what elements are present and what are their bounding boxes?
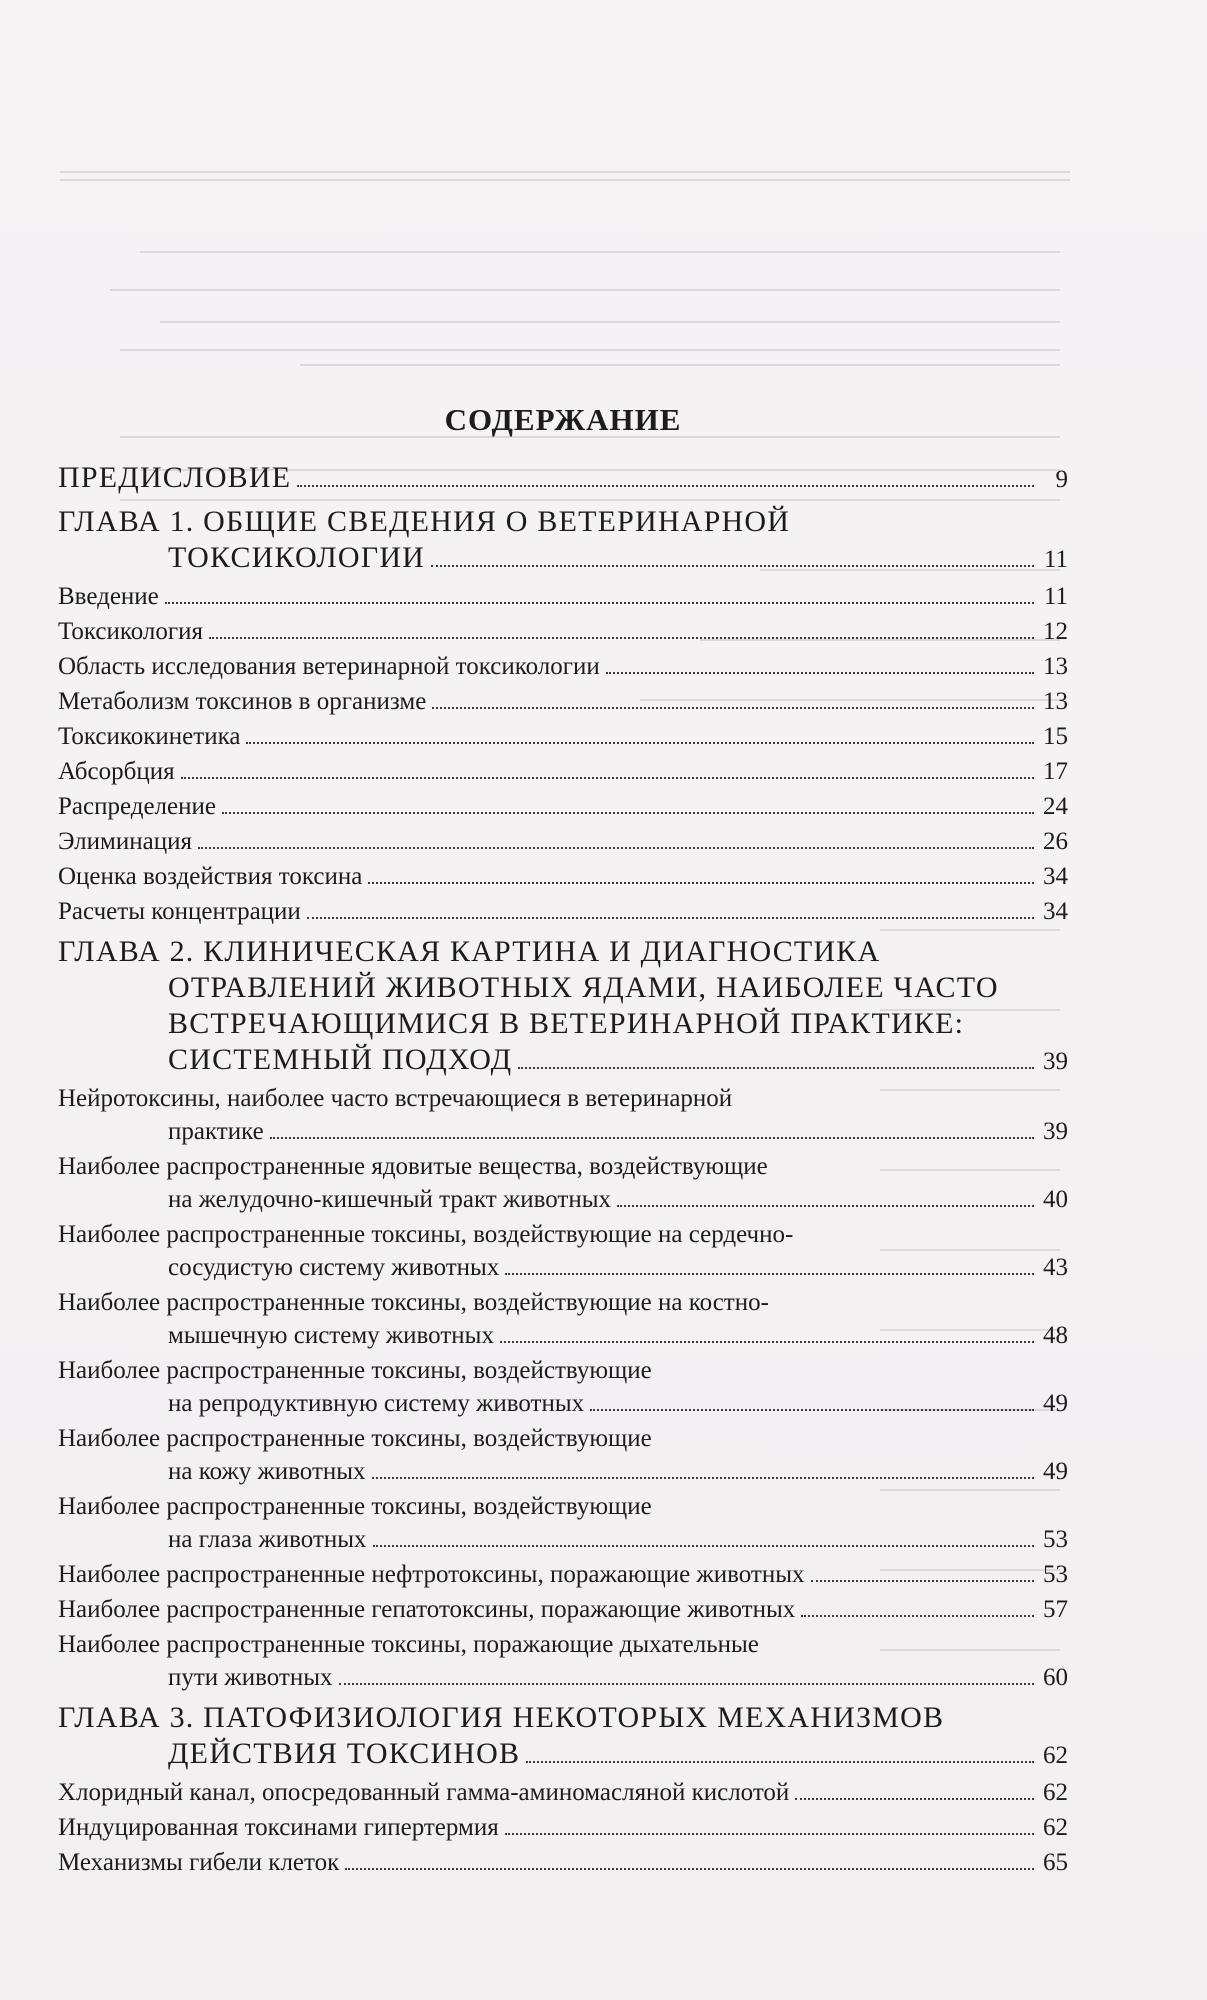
dot-leader (432, 707, 1034, 709)
toc-entry-text: на желудочно-кишечный тракт животных (168, 1186, 612, 1213)
dot-leader (526, 1761, 1034, 1763)
toc-entry-line (58, 790, 1068, 823)
toc-entry-text: СИСТЕМНЫЙ ПОДХОД (168, 1043, 513, 1076)
dot-leader (209, 637, 1034, 639)
page-number: 62 (1043, 1779, 1068, 1806)
toc-section-entry (58, 895, 1068, 928)
toc-entry-text: Наиболее распространенные токсины, воздействующие (58, 1493, 652, 1520)
toc-section-entry (58, 685, 1068, 718)
page-number: 62 (1043, 1814, 1068, 1841)
page-number: 39 (1043, 1048, 1068, 1075)
toc-section-entry (58, 1776, 1068, 1809)
dot-leader (372, 1477, 1034, 1479)
toc-section-entry (58, 1286, 1068, 1352)
toc-entry-line (58, 1115, 1068, 1148)
toc-entry-line (58, 1006, 1068, 1042)
page-number: 12 (1043, 618, 1068, 645)
toc-entry-line (58, 1455, 1068, 1488)
toc-entry-text: на кожу животных (168, 1458, 366, 1485)
dot-leader (270, 1137, 1034, 1139)
toc-entries (58, 460, 1068, 1879)
toc-entry-text: Наиболее распространенные токсины, воздействующие (58, 1425, 652, 1452)
dot-leader (198, 847, 1034, 849)
toc-entry-text: ВСТРЕЧАЮЩИМИСЯ В ВЕТЕРИНАРНОЙ ПРАКТИКЕ: (168, 1007, 965, 1040)
toc-section-entry (58, 790, 1068, 823)
dot-leader (811, 1580, 1034, 1582)
toc-entry-line (58, 825, 1068, 858)
toc-section-entry (58, 1490, 1068, 1556)
page-number: 43 (1043, 1254, 1068, 1281)
dot-leader (345, 1868, 1034, 1870)
toc-entry-text: практике (168, 1118, 264, 1145)
toc-entry-line (58, 1319, 1068, 1352)
toc-section-entry (58, 860, 1068, 893)
toc-entry-text: ОТРАВЛЕНИЙ ЖИВОТНЫХ ЯДАМИ, НАИБОЛЕЕ ЧАСТО (168, 971, 999, 1004)
toc-entry-line (58, 460, 1068, 498)
toc-chapter-entry (58, 1700, 1068, 1774)
toc-entry-text: Наиболее распространенные токсины, воздействующие на костно- (58, 1289, 769, 1316)
page-number: 11 (1043, 583, 1068, 610)
page-number: 40 (1043, 1186, 1068, 1213)
toc-entry-line (58, 1286, 1068, 1319)
page-number: 24 (1043, 793, 1068, 820)
toc-entry-text: Механизмы гибели клеток (58, 1849, 340, 1876)
toc-entry-text: мышечную систему животных (168, 1322, 494, 1349)
toc-entry-line (58, 1776, 1068, 1809)
toc-entry-text: Введение (58, 583, 159, 610)
toc-entry-line (58, 934, 1068, 970)
toc-entry-text: Индуцированная токсинами гипертермия (58, 1814, 499, 1841)
toc-entry-text: Наиболее распространенные токсины, воздействующие (58, 1357, 652, 1384)
toc-entry-line (58, 1628, 1068, 1661)
toc-entry-text: Область исследования ветеринарной токсикологии (58, 653, 600, 680)
toc-entry-text: пути животных (168, 1664, 333, 1691)
toc-entry-line (58, 580, 1068, 613)
page-number: 57 (1043, 1596, 1068, 1623)
toc-entry-line (58, 1218, 1068, 1251)
toc-entry-text: Элиминация (58, 828, 192, 855)
toc-entry-line (58, 540, 1068, 578)
toc-entry-line (58, 1700, 1068, 1736)
toc-entry-text: сосудистую систему животных (168, 1254, 500, 1281)
toc-entry-text: на репродуктивную систему животных (168, 1390, 585, 1417)
page-number: 39 (1043, 1118, 1068, 1145)
toc-entry-text: ГЛАВА 1. ОБЩИЕ СВЕДЕНИЯ О ВЕТЕРИНАРНОЙ (58, 505, 791, 538)
dot-leader (606, 672, 1034, 674)
page-number: 60 (1043, 1664, 1068, 1691)
toc-section-entry (58, 615, 1068, 648)
toc-section-entry (58, 1082, 1068, 1148)
dot-leader (801, 1615, 1034, 1617)
page-number: 53 (1043, 1561, 1068, 1588)
dot-leader (165, 602, 1034, 604)
dot-leader (431, 565, 1034, 567)
page-number: 13 (1043, 688, 1068, 715)
toc-entry-line (58, 720, 1068, 753)
page-number: 62 (1043, 1742, 1068, 1769)
toc-section-entry (58, 1218, 1068, 1284)
toc-entry-text: на глаза животных (168, 1526, 367, 1553)
toc-section-entry (58, 1558, 1068, 1591)
page-number: 49 (1043, 1390, 1068, 1417)
toc-entry-line (58, 755, 1068, 788)
toc-entry-text: Метаболизм токсинов в организме (58, 688, 427, 715)
toc-entry-text: ГЛАВА 3. ПАТОФИЗИОЛОГИЯ НЕКОТОРЫХ МЕХАНИЗМОВ (58, 1701, 945, 1734)
toc-entry-text: ТОКСИКОЛОГИИ (168, 541, 426, 574)
dot-leader (590, 1409, 1034, 1411)
page-number: 48 (1043, 1322, 1068, 1349)
toc-title: СОДЕРЖАНИЕ (444, 402, 682, 437)
toc-section-entry (58, 755, 1068, 788)
toc-entry-line (58, 685, 1068, 718)
toc-entry-line (58, 1387, 1068, 1420)
toc-entry-line (58, 1736, 1068, 1774)
toc-entry-line (58, 504, 1068, 540)
toc-entry-text: Наиболее распространенные гепатотоксины, поражающие животных (58, 1596, 796, 1623)
toc-entry-text: Наиболее распространенные токсины, поражающие дыхательные (58, 1631, 759, 1658)
page-number: 17 (1043, 758, 1068, 785)
dot-leader (795, 1798, 1034, 1800)
toc-section-entry (58, 580, 1068, 613)
toc-chapter-entry (58, 934, 1068, 1080)
page-number: 13 (1043, 653, 1068, 680)
toc-entry-line (58, 1042, 1068, 1080)
dot-leader (307, 917, 1034, 919)
toc-section-entry (58, 1593, 1068, 1626)
toc-entry-line (58, 1846, 1068, 1879)
toc-entry-text: Токсикология (58, 618, 204, 645)
toc-entry-line (58, 1490, 1068, 1523)
toc-entry-line (58, 1422, 1068, 1455)
toc-section-entry (58, 1422, 1068, 1488)
dot-leader (297, 485, 1034, 487)
toc-entry-line (58, 1523, 1068, 1556)
toc-entry-text: Расчеты концентрации (58, 898, 301, 925)
toc-section-entry (58, 1811, 1068, 1844)
toc-entry-text: Токсикокинетика (58, 723, 241, 750)
dot-leader (222, 812, 1034, 814)
page-number: 9 (1055, 466, 1068, 493)
toc-entry-line (58, 1251, 1068, 1284)
toc-entry-line (58, 1150, 1068, 1183)
toc-entry-line (58, 860, 1068, 893)
toc-entry-line (58, 1661, 1068, 1694)
toc-section-entry (58, 1846, 1068, 1879)
toc-chapter-entry (58, 460, 1068, 498)
toc-entry-line (58, 1593, 1068, 1626)
dot-leader (339, 1683, 1035, 1685)
dot-leader (500, 1341, 1034, 1343)
table-of-contents (58, 400, 1068, 1879)
dot-leader (373, 1545, 1034, 1547)
toc-entry-line (58, 615, 1068, 648)
dot-leader (518, 1067, 1034, 1069)
toc-entry-line (58, 1354, 1068, 1387)
toc-entry-text: Наиболее распространенные ядовитые вещества, воздействующие (58, 1153, 768, 1180)
dot-leader (617, 1205, 1034, 1207)
dot-leader (181, 777, 1034, 779)
page-number: 11 (1043, 546, 1068, 573)
toc-chapter-entry (58, 504, 1068, 578)
toc-entry-text: Абсорбция (58, 758, 175, 785)
toc-entry-text: ДЕЙСТВИЯ ТОКСИНОВ (168, 1737, 521, 1770)
toc-entry-line (58, 1082, 1068, 1115)
page-number: 53 (1043, 1526, 1068, 1553)
toc-entry-text: ГЛАВА 2. КЛИНИЧЕСКАЯ КАРТИНА И ДИАГНОСТИКА (58, 935, 881, 968)
toc-section-entry (58, 650, 1068, 683)
page-number: 26 (1043, 828, 1068, 855)
toc-entry-line (58, 1183, 1068, 1216)
toc-section-entry (58, 720, 1068, 753)
page-number: 34 (1043, 863, 1068, 890)
page-number: 65 (1043, 1849, 1068, 1876)
dot-leader (246, 742, 1034, 744)
toc-entry-text: Хлоридный канал, опосредованный гамма-аминомасляной кислотой (58, 1779, 790, 1806)
dot-leader (505, 1273, 1034, 1275)
dot-leader (505, 1833, 1034, 1835)
dot-leader (368, 882, 1034, 884)
toc-entry-text: Нейротоксины, наиболее часто встречающиеся в ветеринарной (58, 1085, 733, 1112)
toc-entry-line (58, 650, 1068, 683)
toc-entry-line (58, 970, 1068, 1006)
page-number: 15 (1043, 723, 1068, 750)
toc-entry-text: ПРЕДИСЛОВИЕ (58, 461, 292, 494)
toc-entry-line (58, 1811, 1068, 1844)
toc-entry-text: Наиболее распространенные токсины, воздействующие на сердечно- (58, 1221, 794, 1248)
toc-section-entry (58, 1628, 1068, 1694)
toc-section-entry (58, 1354, 1068, 1420)
toc-entry-text: Оценка воздействия токсина (58, 863, 363, 890)
toc-entry-text: Распределение (58, 793, 216, 820)
toc-entry-text: Наиболее распространенные нефтротоксины, поражающие животных (58, 1561, 805, 1588)
page-number: 49 (1043, 1458, 1068, 1485)
toc-entry-line (58, 895, 1068, 928)
page-number: 34 (1043, 898, 1068, 925)
toc-section-entry (58, 1150, 1068, 1216)
toc-entry-line (58, 1558, 1068, 1591)
toc-section-entry (58, 825, 1068, 858)
